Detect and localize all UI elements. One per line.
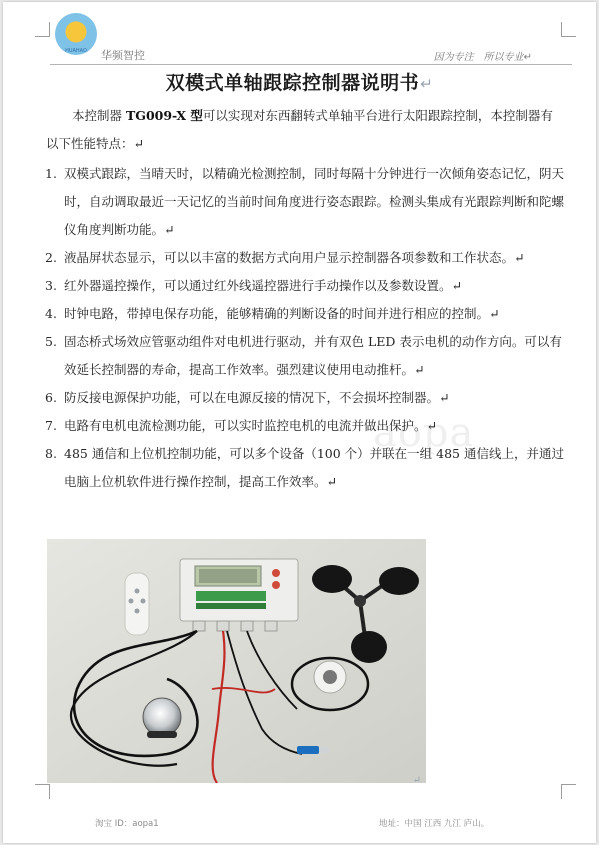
feature-text: 电路有电机电流检测功能，可以实时监控电机的电流并做出保护。↵ <box>64 418 437 433</box>
intro-paragraph <box>46 102 556 158</box>
document-page <box>3 2 596 843</box>
feature-item-7 <box>45 412 566 440</box>
title-text: 双模式单轴跟踪控制器说明书 <box>165 72 420 94</box>
feature-item-8 <box>45 440 566 496</box>
product-photo <box>47 539 426 783</box>
watermark-text: aopa <box>373 410 475 456</box>
model-number: TG009-X 型 <box>125 108 203 123</box>
logo-text: HUAHAO <box>65 48 87 54</box>
footer-shop-id: 淘宝 ID：aopa1 <box>95 819 159 829</box>
image-paragraph-mark: ↵ <box>412 775 421 786</box>
feature-item-5 <box>45 328 566 384</box>
remote-control <box>125 573 149 635</box>
feature-number: 7. <box>45 418 57 433</box>
crop-mark-bottom-left <box>35 784 50 799</box>
feature-item-6 <box>45 384 566 412</box>
crop-mark-top-right <box>561 22 576 37</box>
feature-text: 红外器遥控操作，可以通过红外线遥控器进行手动操作以及参数设置。↵ <box>64 278 462 293</box>
feature-text: 液晶屏状态显示，可以以丰富的数据方式向用户显示控制器各项参数和工作状态。↵ <box>64 250 525 265</box>
feature-number: 3. <box>45 278 57 293</box>
feature-item-2 <box>45 244 566 272</box>
feature-item-3 <box>45 272 566 300</box>
feature-text: 固态桥式场效应管驱动组件对电机进行驱动，并有双色 LED 表示电机的动作方向。可以有效延长控制器的寿命，提高工作效率。强烈建议使用电动推杆。↵ <box>64 334 562 377</box>
feature-item-1 <box>45 160 566 244</box>
header-rule <box>50 64 572 65</box>
feature-number: 4. <box>45 306 57 321</box>
dome-sensor <box>143 698 181 738</box>
feature-number: 2. <box>45 250 57 265</box>
feature-text: 485 通信和上位机控制功能，可以多个设备（100 个）并联在一组 485 通信线上，并通过电脑上位机软件进行操作控制，提高工作效率。↵ <box>64 446 564 489</box>
footer-address: 地址：中国 江西 九江 庐山。 <box>379 819 490 829</box>
feature-number: 6. <box>45 390 57 405</box>
feature-list <box>45 160 566 496</box>
crop-mark-top-left <box>35 22 50 37</box>
feature-text: 防反接电源保护功能，可以在电源反接的情况下，不会损坏控制器。↵ <box>64 390 450 405</box>
product-photo-illustration <box>47 539 426 783</box>
header-motto: 因为专注 所以专业↵ <box>433 52 532 63</box>
controller-box <box>180 559 298 631</box>
feature-number: 1. <box>45 166 57 181</box>
feature-number: 8. <box>45 446 57 461</box>
title-paragraph-mark: ↵ <box>420 75 434 93</box>
feature-item-4 <box>45 300 566 328</box>
feature-text: 时钟电路，带掉电保存功能，能够精确的判断设备的时间并进行相应的控制。↵ <box>64 306 500 321</box>
brand-name: 华频智控 <box>101 49 145 62</box>
document-title <box>3 68 596 95</box>
intro-after: 可以实现对东西翻转式单轴平台进行太阳跟踪控制，本控制器有以下性能特点：↵ <box>46 108 553 151</box>
feature-text: 双模式跟踪，当晴天时，以精确光检测控制，同时每隔十分钟进行一次倾角姿态记忆，阴天时，自动调取最近一天记忆的当前时间角度进行姿态跟踪。检测头集成有光跟踪判断和陀螺仪角度判断功能。↵ <box>64 166 565 237</box>
crop-mark-bottom-right <box>561 784 576 799</box>
feature-number: 5. <box>45 334 57 349</box>
intro-before: 本控制器 <box>72 108 126 123</box>
usb-adapter <box>297 746 329 754</box>
